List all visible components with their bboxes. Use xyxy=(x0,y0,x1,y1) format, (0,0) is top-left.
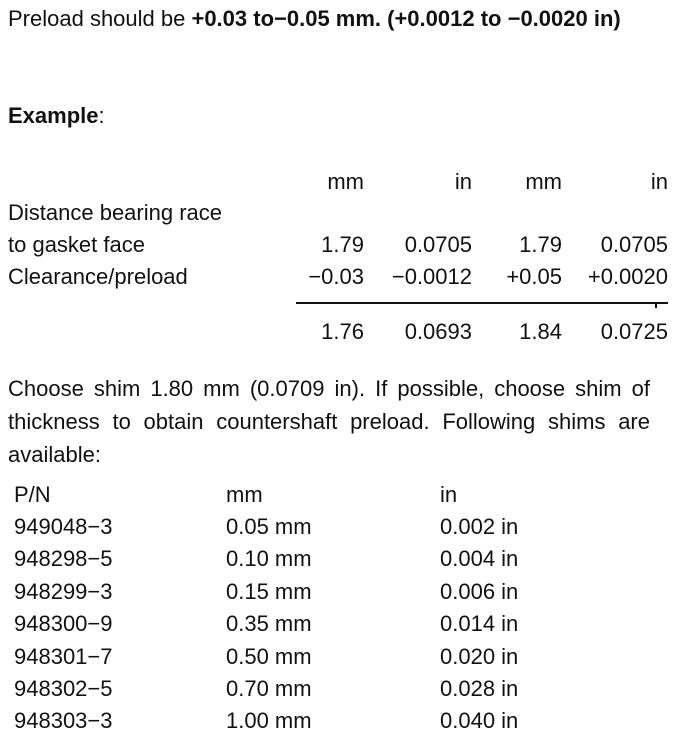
example-label: Example xyxy=(8,103,99,128)
calc-header-mm-2: mm xyxy=(525,169,562,194)
shim-in: 0.020 in xyxy=(440,644,519,669)
shim-pn: 949048−3 xyxy=(14,514,113,539)
calc-header-in-2: in xyxy=(650,169,668,194)
shim-mm: 0.15 mm xyxy=(226,579,312,604)
calc-cell: −0.0012 xyxy=(391,264,472,289)
calc-cell: −0.03 xyxy=(308,264,364,289)
shim-pn: 948300−9 xyxy=(14,611,113,636)
preload-paragraph xyxy=(8,2,650,35)
shim-in: 0.002 in xyxy=(440,514,519,539)
shim-header-pn: P/N xyxy=(14,482,51,507)
example-heading xyxy=(8,103,105,129)
shim-pn: 948301−7 xyxy=(14,644,113,669)
preload-value: +0.03 to−0.05 mm. (+0.0012 to −0.0020 in) xyxy=(191,6,621,31)
sum-rule-tick xyxy=(655,304,657,308)
preload-prefix: Preload should be xyxy=(8,6,192,31)
shim-pn: 948303−3 xyxy=(14,708,113,733)
shim-mm: 0.10 mm xyxy=(226,546,312,571)
calc-total: 1.84 xyxy=(519,319,562,344)
example-colon: : xyxy=(98,103,105,128)
shim-mm: 0.05 mm xyxy=(226,514,312,539)
calc-total: 0.0725 xyxy=(600,319,668,344)
calc-cell: 0.0705 xyxy=(600,232,668,257)
calc-total: 0.0693 xyxy=(404,319,472,344)
calc-cell: 0.0705 xyxy=(404,232,472,257)
calc-row-label-line: to gasket face xyxy=(8,232,145,257)
shim-pn: 948299−3 xyxy=(14,579,113,604)
calc-row-label-line: Clearance/preload xyxy=(8,264,188,289)
shim-in: 0.006 in xyxy=(440,579,519,604)
choose-shim-paragraph: Choose shim 1.80 mm (0.0709 in). If possible, choose shim of thickness to obtain countershaft preload. Following shims are available: xyxy=(8,376,650,467)
shim-pn: 948302−5 xyxy=(14,676,113,701)
calc-header-in-1: in xyxy=(454,169,472,194)
shim-mm: 0.35 mm xyxy=(226,611,312,636)
shim-in: 0.028 in xyxy=(440,676,519,701)
sum-rule xyxy=(296,302,668,304)
shim-pn: 948298−5 xyxy=(14,546,113,571)
shim-in: 0.014 in xyxy=(440,611,519,636)
shim-mm: 0.70 mm xyxy=(226,676,312,701)
shim-header-mm: mm xyxy=(226,482,263,507)
shim-mm: 1.00 mm xyxy=(226,708,312,733)
calc-cell: +0.0020 xyxy=(587,264,668,289)
shim-in: 0.004 in xyxy=(440,546,519,571)
calc-header-mm-1: mm xyxy=(327,169,364,194)
shim-mm: 0.50 mm xyxy=(226,644,312,669)
calc-cell: 1.79 xyxy=(321,232,364,257)
calc-cell: +0.05 xyxy=(506,264,562,289)
calc-cell: 1.79 xyxy=(519,232,562,257)
calc-total: 1.76 xyxy=(321,319,364,344)
shim-in: 0.040 in xyxy=(440,708,519,733)
shim-header-in: in xyxy=(440,482,458,507)
calc-row-label-line: Distance bearing race xyxy=(8,200,223,225)
